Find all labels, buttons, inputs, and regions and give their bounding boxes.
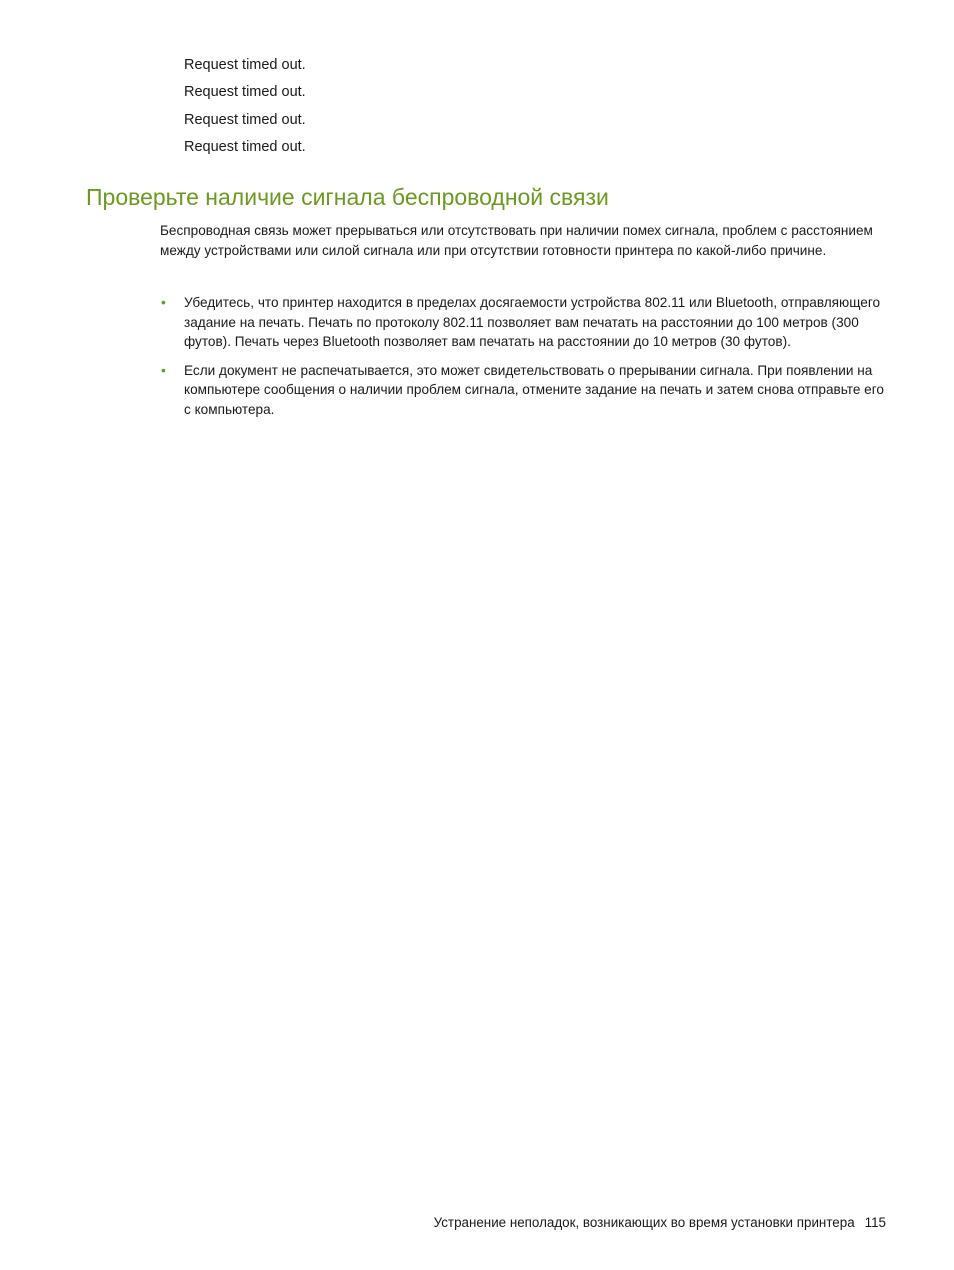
- bullet-icon: •: [161, 361, 166, 378]
- list-item: [160, 361, 884, 420]
- ping-output-line: Request timed out.: [184, 84, 306, 101]
- bullet-text: Убедитесь, что принтер находится в пределах досягаемости устройства 802.11 или Bluetooth, отправляющего задание на печать. Печать по протоколу 802.11 позволяет вам печатать на расстоянии до 100 метров (300 футов). Печать через Bluetooth позволяет вам печатать на расстоянии до 10 метров (30 футов).: [184, 295, 881, 350]
- ping-output-line: Request timed out.: [184, 139, 306, 156]
- ping-output-line: Request timed out.: [184, 111, 306, 128]
- list-item: [160, 293, 884, 352]
- bullet-list: [160, 293, 884, 429]
- footer-chapter-title: Устранение неполадок, возникающих во время установки принтера: [433, 1215, 855, 1230]
- ping-output: [184, 52, 306, 162]
- bullet-icon: •: [161, 294, 166, 310]
- section-title: Проверьте наличие сигнала беспроводной связи: [86, 184, 609, 210]
- page-footer: [434, 1213, 886, 1233]
- section-intro-paragraph: Беспроводная связь может прерываться или отсутствовать при наличии помех сигнала, проблем с расстоянием между устройствами или силой сигнала или при отсутствии готовности принтера по какой-либо причине.: [160, 223, 873, 258]
- page-number: 115: [864, 1215, 886, 1230]
- bullet-text: Если документ не распечатывается, это может свидетельствовать о прерывании сигнала. При появлении на компьютере сообщения о наличии проблем сигнала, отмените задание на печать и затем снова отправьте его с компьютера.: [184, 362, 884, 417]
- ping-output-line: Request timed out.: [184, 57, 306, 73]
